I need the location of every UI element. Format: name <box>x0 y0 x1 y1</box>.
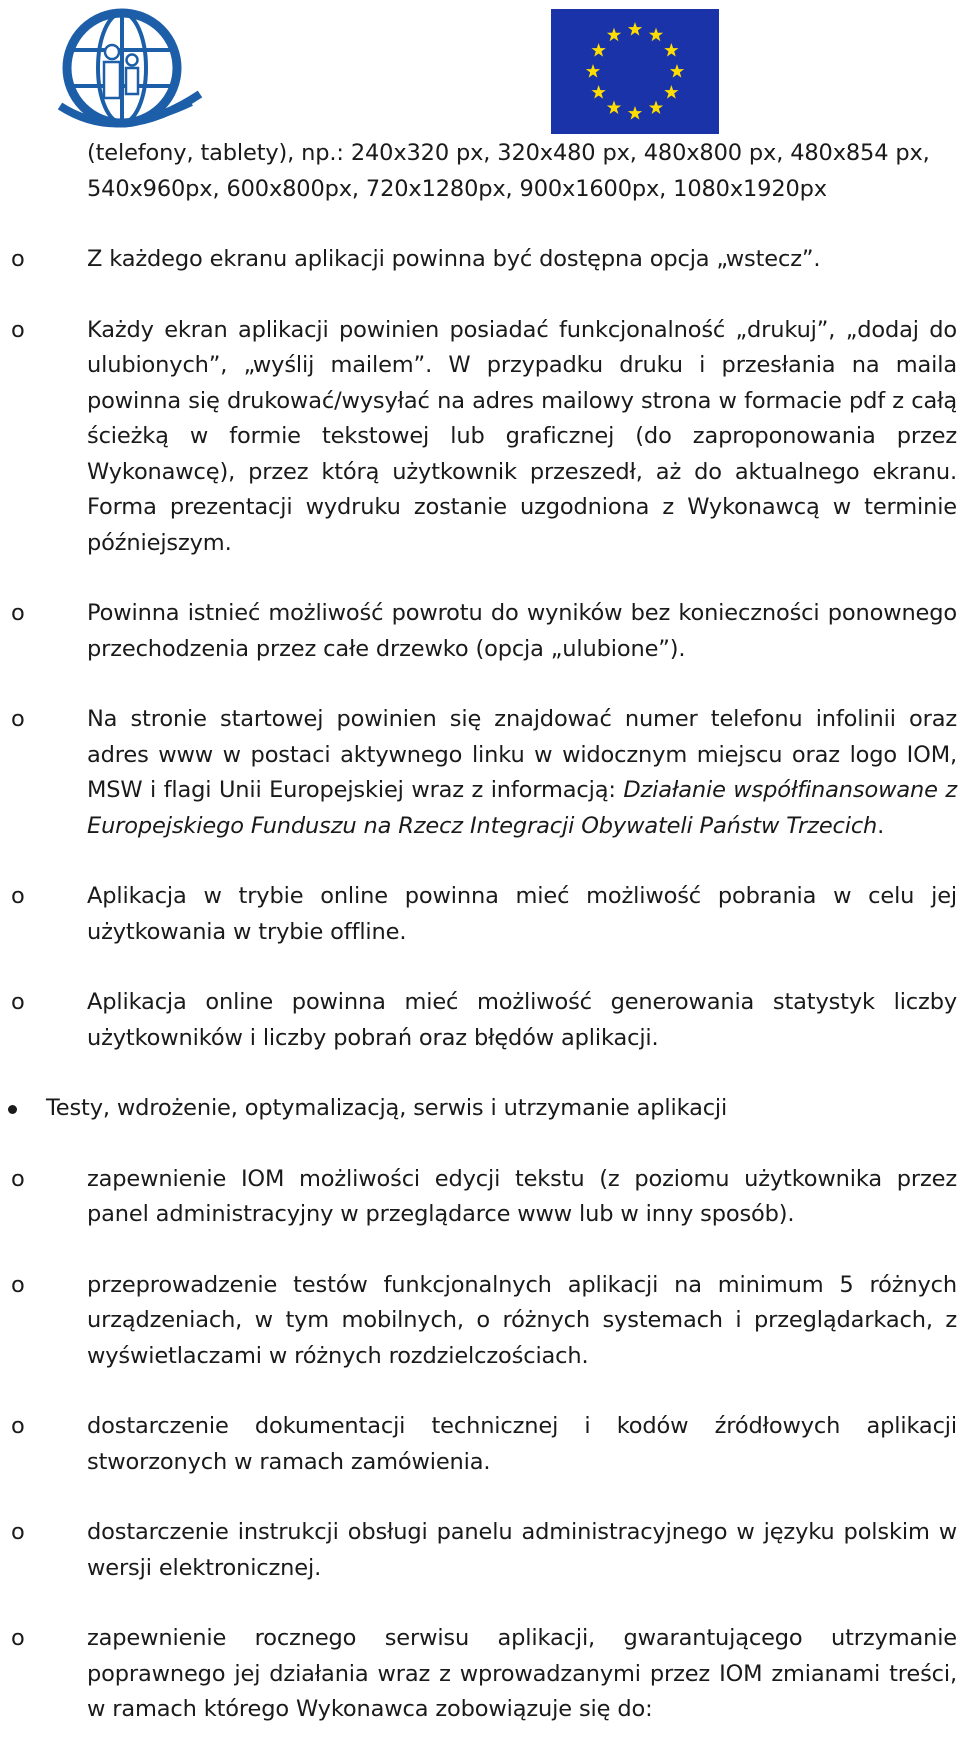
item-text: Powinna istnieć możliwość powrotu do wyników bez konieczności ponownego przechodzenia przez całe drzewko (opcja „ulubione”). <box>87 600 957 662</box>
item-text: zapewnienie IOM możliwości edycji tekstu (z poziomu użytkownika przez panel administracyjny w przeglądarce www lub w inny sposób). <box>87 1165 957 1227</box>
item-text: Z każdego ekranu aplikacji powinna być dostępna opcja „wstecz”. <box>87 246 821 272</box>
item-text: dostarczenie dokumentacji technicznej i kodów źródłowych aplikacji stworzonych w ramach zamówienia. <box>87 1413 957 1475</box>
list-item <box>0 596 957 667</box>
list-marker: o <box>11 1271 25 1298</box>
item-text-end: . <box>877 812 885 839</box>
list-item <box>0 1162 957 1233</box>
item-text: Aplikacja online powinna mieć możliwość generowania statystyk liczby użytkowników i liczby pobrań oraz błędów aplikacji. <box>87 989 957 1051</box>
document-body <box>0 136 960 1763</box>
list-marker: o <box>11 600 25 626</box>
list-marker: o <box>11 883 25 909</box>
list-marker: o <box>11 1519 25 1545</box>
item-text: dostarczenie instrukcji obsługi panelu administracyjnego w języku polskim w wersji elektronicznej. <box>87 1519 957 1581</box>
list-items-c <box>0 1162 960 1728</box>
section-bullet-text: Testy, wdrożenie, optymalizacją, serwis i utrzymanie aplikacji <box>46 1095 728 1121</box>
item-text: zapewnienie rocznego serwisu aplikacji, gwarantującego utrzymanie poprawnego jej działania wraz z wprowadzanymi przez IOM zmianami treści, w ramach którego Wykonawca zobowiązuje się do: <box>87 1625 957 1722</box>
list-marker: o <box>11 989 25 1015</box>
list-marker: o <box>11 1165 25 1192</box>
list-item <box>0 1268 957 1375</box>
list-marker: o <box>11 1625 25 1651</box>
lead-paragraph: (telefony, tablety), np.: 240x320 px, 320x480 px, 480x800 px, 480x854 px, 540x960px, 600x800px, 720x1280px, 900x1600px, 1080x1920px <box>87 140 930 202</box>
eu-flag <box>551 9 719 134</box>
list-item <box>0 1621 957 1728</box>
list-item <box>0 313 957 562</box>
list-item <box>0 1409 957 1480</box>
list-marker: o <box>11 1413 25 1439</box>
list-item <box>0 879 957 950</box>
list-marker: o <box>11 246 25 272</box>
item-italic-text: Działanie współfinansowane z Europejskiego Funduszu na Rzecz Integracji Obywateli Państw Trzecich <box>87 777 957 839</box>
list-items-a <box>0 242 960 1056</box>
list-marker: o <box>11 706 25 732</box>
item-text: Aplikacja w trybie online powinna mieć możliwość pobrania w celu jej użytkowania w trybie offline. <box>87 883 957 945</box>
iom-logo <box>52 8 204 130</box>
list-item <box>0 702 957 844</box>
list-item <box>0 985 957 1056</box>
list-item <box>0 1515 957 1586</box>
item-text: przeprowadzenie testów funkcjonalnych aplikacji na minimum 5 różnych urządzeniach, w tym mobilnych, o różnych systemach i przeglądarkach, z wyświetlaczami w różnych rozdzielczościach. <box>87 1271 957 1369</box>
list-marker: o <box>11 316 25 343</box>
item-text: Każdy ekran aplikacji powinien posiadać funkcjonalność „drukuj”, „dodaj do ulubionych”, „wyślij mailem”. W przypadku druku i przesłania na maila powinna się drukować/wysyłać na adres mailowy strona w formacie pdf z całą ścieżką w formie tekstowej lub graficznej (do zaproponowania przez Wykonawcę), przez którą użytkownik przeszedł, aż do aktualnego ekranu. Forma prezentacji wydruku zostanie uzgodniona z Wykonawcą w terminie późniejszym. <box>87 316 957 556</box>
bullet-dot <box>8 1105 17 1114</box>
list-item <box>0 242 957 278</box>
item-text: Na stronie startowej powinien się znajdować numer telefonu infolinii oraz adres www w postaci aktywnego linku w widocznym miejscu oraz logo IOM, MSW i flagi Unii Europejskiej wraz z informacją: <box>87 706 957 803</box>
section-bullet <box>0 1091 946 1127</box>
